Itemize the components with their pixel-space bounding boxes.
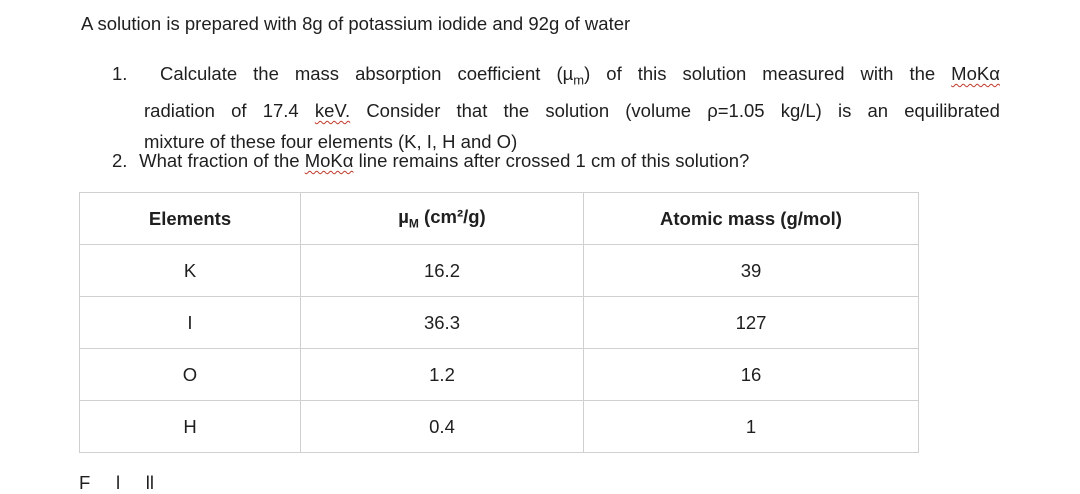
cell-mass: 39 <box>584 245 919 297</box>
header-elements: Elements <box>80 193 301 245</box>
mu-subscript: m <box>573 72 585 88</box>
word: mass <box>294 63 340 84</box>
question-1 <box>112 59 1000 157</box>
word: coefficient <box>457 63 541 84</box>
cell-mass: 1 <box>584 401 919 453</box>
cell-mass: 16 <box>584 349 919 401</box>
table-header-row <box>80 193 919 245</box>
word: this <box>637 63 667 84</box>
header-mu <box>301 193 584 245</box>
mu-close: ) <box>584 63 591 84</box>
word: measured <box>762 63 845 84</box>
word: kg/L) <box>780 100 822 122</box>
element-data-table <box>79 192 919 453</box>
question-2-text-after: line remains after crossed 1 cm of this solution? <box>353 150 750 171</box>
word: the <box>253 63 279 84</box>
spellcheck-word: keV. <box>314 100 351 122</box>
question-2-text-before: What fraction of the <box>139 150 305 171</box>
word: the <box>909 63 936 84</box>
word: of <box>606 63 622 84</box>
header-mu-unit: (cm²/g) <box>418 206 486 228</box>
cell-element: O <box>80 349 301 401</box>
word: is <box>837 100 852 122</box>
cell-element: H <box>80 401 301 453</box>
table-row <box>80 245 919 297</box>
cell-mu: 36.3 <box>301 297 584 349</box>
question-1-line-1 <box>112 59 1000 96</box>
cell-element: K <box>80 245 301 297</box>
word: ρ=1.05 <box>707 100 765 122</box>
word: the <box>503 100 530 122</box>
word: 17.4 <box>262 100 299 122</box>
header-mu-subscript: M <box>408 216 419 231</box>
mu-open: (µ <box>556 63 574 84</box>
word: that <box>456 100 488 122</box>
cell-element: I <box>80 297 301 349</box>
question-1-line-3: mixture of these four elements (K, I, H and O) <box>144 130 518 152</box>
word: Consider <box>366 100 441 122</box>
header-atomic-mass: Atomic mass (g/mol) <box>584 193 919 245</box>
spellcheck-word: MoKα <box>951 63 1000 84</box>
word: (volume <box>625 100 692 122</box>
mu-m-symbol <box>556 59 590 96</box>
word: solution <box>545 100 610 122</box>
table-row <box>80 297 919 349</box>
word: radiation <box>144 100 215 122</box>
cell-mass: 127 <box>584 297 919 349</box>
word: solution <box>682 63 747 84</box>
cutoff-text-fragment: F l ll <box>79 472 155 493</box>
cell-mu: 1.2 <box>301 349 584 401</box>
word: an <box>867 100 889 122</box>
table-row <box>80 349 919 401</box>
header-mu-symbol: µ <box>398 206 409 228</box>
spellcheck-word: MoKα <box>304 150 354 171</box>
cell-mu: 0.4 <box>301 401 584 453</box>
question-2 <box>112 150 1000 172</box>
cell-mu: 16.2 <box>301 245 584 297</box>
word: of <box>231 100 247 122</box>
question-1-number: 1. <box>112 63 128 84</box>
table-row <box>80 401 919 453</box>
word: with <box>860 63 894 84</box>
word: equilibrated <box>904 100 1000 122</box>
question-2-number: 2. <box>112 150 128 171</box>
problem-intro: A solution is prepared with 8g of potassium iodide and 92g of water <box>81 13 631 34</box>
word: absorption <box>355 63 442 84</box>
word: Calculate <box>160 63 238 84</box>
question-1-line-2 <box>112 96 1000 127</box>
